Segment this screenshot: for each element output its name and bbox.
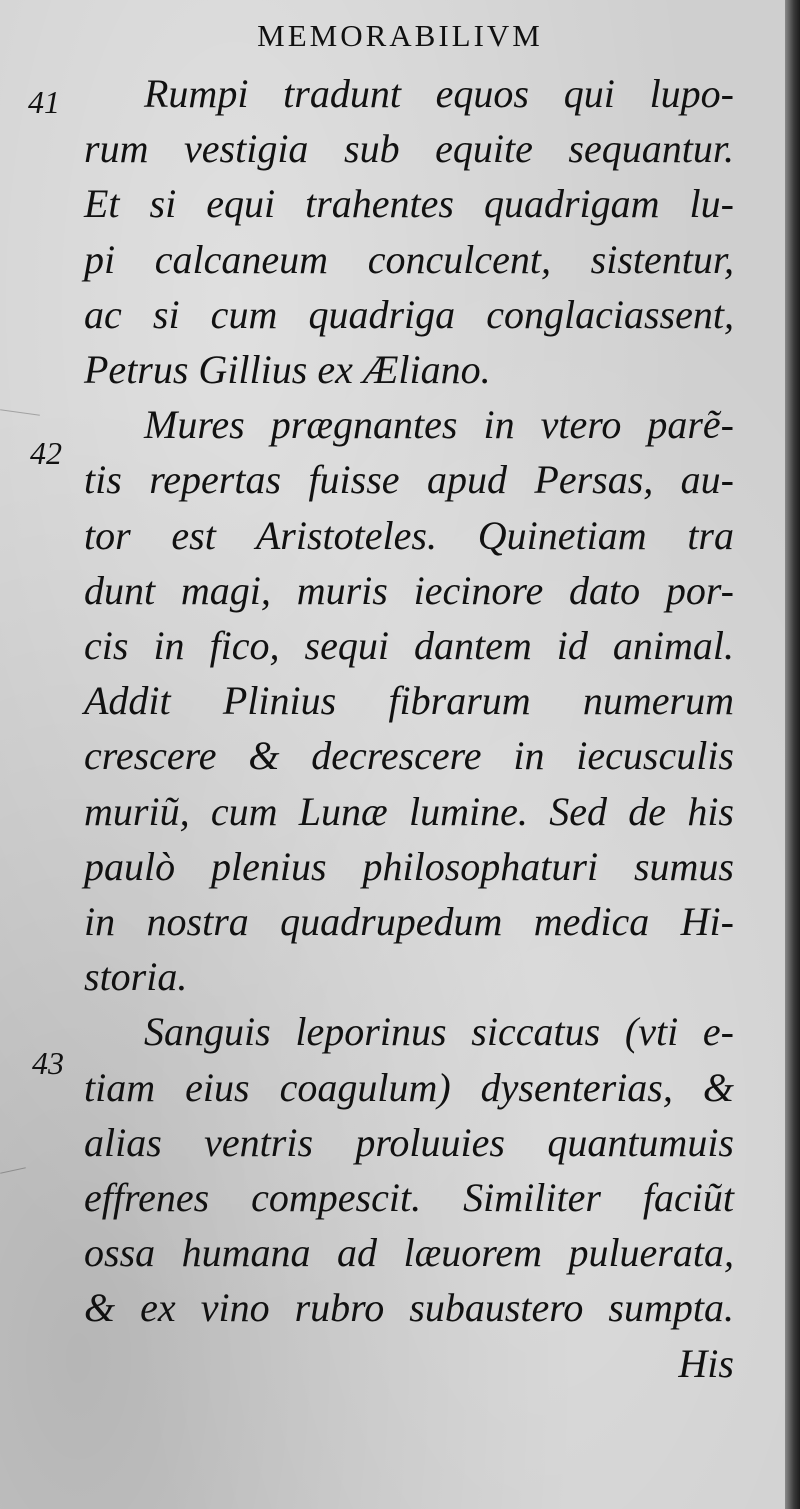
text-line: in nostra quadrupedum medica Hi- xyxy=(84,899,734,945)
text-line: Et si equi trahentes quadrigam lu- xyxy=(84,181,734,227)
text-line: & ex vino rubro subaustero sumpta. xyxy=(84,1285,734,1331)
margin-number-43: 43 xyxy=(32,1045,64,1081)
paragraph-43 xyxy=(84,1004,734,1335)
text-line: tiam eius coagulum) dysenterias, & xyxy=(84,1064,734,1110)
paper-scratch xyxy=(0,1167,26,1173)
margin-number-42: 42 xyxy=(30,435,62,471)
text-line: alias ventris proluuies quantumuis xyxy=(84,1119,734,1165)
text-line: tis repertas fuisse apud Persas, au- xyxy=(84,457,734,503)
paragraph-41 xyxy=(84,66,734,397)
margin-number-41: 41 xyxy=(28,84,60,120)
text-line: rum vestigia sub equite sequantur. xyxy=(84,126,734,172)
text-line: Petrus Gillius ex Æliano. xyxy=(84,347,491,393)
text-line: cis in fico, sequi dantem id animal. xyxy=(84,623,734,669)
text-line: dunt magi, muris iecinore dato por- xyxy=(84,567,734,613)
text-line: ac si cum quadriga conglaciassent, xyxy=(84,291,734,337)
paragraph-42 xyxy=(84,397,734,1004)
text-line: Sanguis leporinus siccatus (vti e- xyxy=(144,1009,734,1055)
body-text xyxy=(84,66,734,1391)
text-line: Rumpi tradunt equos qui lupo- xyxy=(144,71,734,116)
text-line: crescere & decrescere in iecusculis xyxy=(84,733,734,779)
page-edge-shadow xyxy=(785,0,800,1509)
text-line: effrenes compescit. Similiter faciũt xyxy=(84,1175,734,1221)
text-line: tor est Aristoteles. Quinetiam tra xyxy=(84,512,734,558)
text-line: Mures prægnantes in vtero parẽ- xyxy=(144,402,734,448)
text-line: Addit Plinius fibrarum numerum xyxy=(84,678,734,724)
text-line: storia. xyxy=(84,954,188,1000)
paper-scratch xyxy=(0,409,40,416)
catchword: His xyxy=(678,1340,734,1386)
text-line: ossa humana ad læuorem puluerata, xyxy=(84,1230,734,1276)
text-line: muriũ, cum Lunæ lumine. Sed de his xyxy=(84,788,734,834)
text-line: paulò plenius philosophaturi sumus xyxy=(84,843,734,889)
running-head: MEMORABILIVM xyxy=(257,18,543,53)
text-line: pi calcaneum conculcent, sistentur, xyxy=(84,236,734,282)
